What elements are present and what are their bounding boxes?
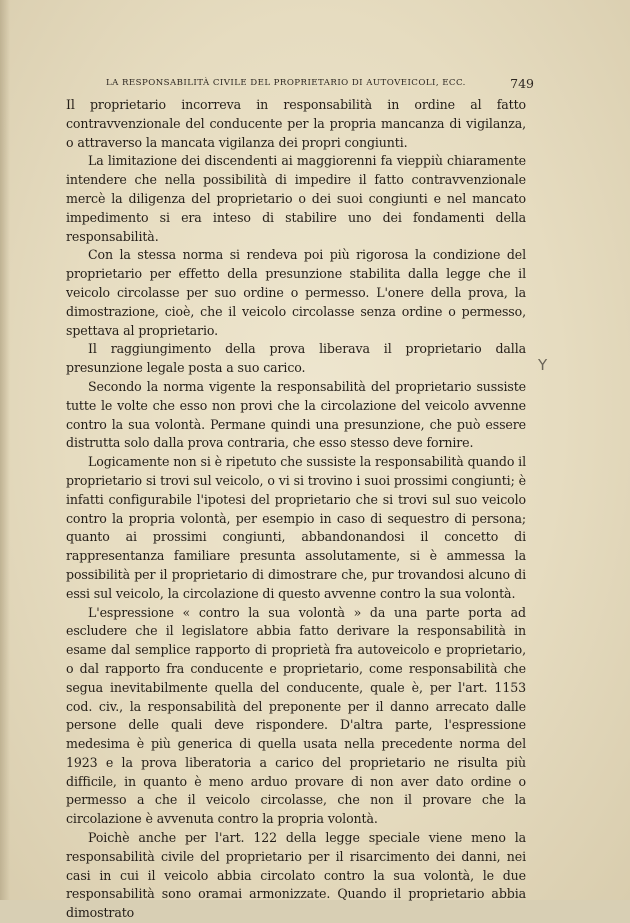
margin-pencil-mark: Y xyxy=(538,356,548,374)
paragraph: Logicamente non si è ripetuto che sussiste la responsabilità quando il proprietario si trovi sul veicolo, o vi si trovino i suoi prossimi congiunti; è infatti configurabile l'ipotesi del proprietario che si trovi sul suo veicolo contro la propria volontà, per esempio in caso di sequestro di persona; quanto ai prossimi congiunti, abbandonandosi il concetto di rappresentanza familiare presunta assolutamente, si è ammessa la possibilità per il proprietario di dimostrare che, pur trovandosi alcuno di essi sul veicolo, la circolazione di questo avvenne contro la sua volontà. xyxy=(66,454,526,601)
paragraph: L'espressione « contro la sua volontà » da una parte porta ad escludere che il legislatore abbia fatto derivare la responsabilità in esame dal semplice rapporto di proprietà fra autoveicolo e proprietario, o dal rapporto fra conducente e proprietario, come responsabilità che segua inevitabilmente quella del conducente, quale è, per l'art. 1153 cod. civ., la responsabilità del preponente per il danno arrecato dalle persone delle quali deve rispondere. D'altra parte, l'espressione medesima è più generica di quella usata nella precedente norma del 1923 e la prova liberatoria a carico del proprietario ne risulta più difficile, in quanto è meno arduo provare di non aver dato ordine o permesso a che il veicolo circolasse, che non il provare che la circolazione è avvenuta contro la propria volontà. xyxy=(66,604,526,827)
paragraph: Secondo la norma vigente la responsabilità del proprietario sussiste tutte le volte che esso non provi che la circolazione del veicolo avvenne contro la sua volontà. Permane quindi una presunzione, che può essere distrutta solo dalla prova contraria, che esso stesso deve fornire. xyxy=(66,378,526,451)
paragraph: Con la stessa norma si rendeva poi più rigorosa la condizione del proprietario per effetto della presunzione stabilita dalla legge che il veicolo circolasse per suo ordine o permesso. L'onere della prova, la dimostrazione, cioè, che il veicolo circolasse senza ordine o permesso, spettava al proprietario. xyxy=(66,247,526,338)
paragraph: Il raggiungimento della prova liberava il proprietario dalla presunzione legale posta a suo carico. xyxy=(66,341,526,376)
page-number: 749 xyxy=(510,76,534,91)
body-text xyxy=(66,96,526,923)
paragraph: La limitazione dei discendenti ai maggiorenni fa vieppiù chiaramente intendere che nella possibilità di impedire il fatto contravvenzionale mercè la diligenza del proprietario o dei suoi congiunti e nel mancato impedimento si era inteso di stabilire uno dei fondamenti della responsabilità. xyxy=(66,153,526,244)
paragraph: Poichè anche per l'art. 122 della legge speciale viene meno la responsabilità civile del proprietario per il risarcimento dei danni, nei casi in cui il veicolo abbia circolato contro la sua volontà, le due responsabilità sono oramai armonizzate. Quando il proprietario abbia dimostrato xyxy=(66,830,526,921)
running-head: LA RESPONSABILITÀ CIVILE DEL PROPRIETARIO DI AUTOVEICOLI, ECC. xyxy=(106,78,466,88)
page-header xyxy=(66,76,534,92)
paragraph: Il proprietario incorreva in responsabilità in ordine al fatto contravvenzionale del conducente per la propria mancanza di vigilanza, o attraverso la mancata vigilanza dei propri congiunti. xyxy=(66,97,526,150)
